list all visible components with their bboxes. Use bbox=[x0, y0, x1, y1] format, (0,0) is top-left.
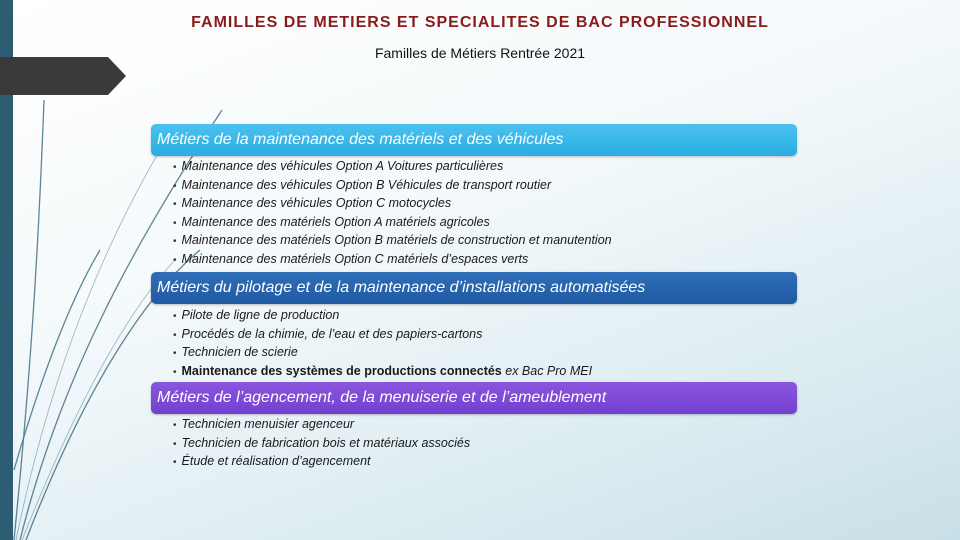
list-item: • Maintenance des véhicules Option A Voitures particulières bbox=[173, 157, 612, 176]
section-banner-maintenance: Métiers de la maintenance des matériels et des véhicules bbox=[151, 124, 797, 156]
list-item: • Pilote de ligne de production bbox=[173, 306, 592, 325]
list-item: • Procédés de la chimie, de l’eau et des papiers-cartons bbox=[173, 325, 592, 344]
section-list-maintenance bbox=[173, 157, 612, 268]
section-list-agencement bbox=[173, 415, 470, 471]
page-title: FAMILLES DE METIERS ET SPECIALITES DE BAC PROFESSIONNEL bbox=[191, 14, 769, 31]
list-item: • Technicien menuisier agenceur bbox=[173, 415, 470, 434]
list-item: • Technicien de fabrication bois et matériaux associés bbox=[173, 434, 470, 453]
list-item: • Technicien de scierie bbox=[173, 343, 592, 362]
list-item-rest-text: ex Bac Pro MEI bbox=[501, 363, 593, 378]
list-item: • Étude et réalisation d’agencement bbox=[173, 452, 470, 471]
list-item-bold-text: Maintenance des systèmes de productions connectés bbox=[181, 363, 502, 378]
page-subtitle: Familles de Métiers Rentrée 2021 bbox=[374, 45, 586, 61]
section-banner-agencement: Métiers de l’agencement, de la menuiserie et de l’ameublement bbox=[151, 382, 797, 414]
section-banner-pilotage: Métiers du pilotage et de la maintenance d’installations automatisées bbox=[151, 272, 797, 304]
list-item: • Maintenance des véhicules Option C motocycles bbox=[173, 194, 612, 213]
list-item: • Maintenance des matériels Option A matériels agricoles bbox=[173, 213, 612, 232]
section-list-pilotage bbox=[173, 306, 592, 380]
list-item bbox=[173, 362, 592, 381]
list-item: • Maintenance des matériels Option B matériels de construction et manutention bbox=[173, 231, 612, 250]
list-item: • Maintenance des matériels Option C matériels d’espaces verts bbox=[173, 250, 612, 269]
arrow-tab-shape bbox=[0, 57, 126, 95]
list-item: • Maintenance des véhicules Option B Véhicules de transport routier bbox=[173, 176, 612, 195]
